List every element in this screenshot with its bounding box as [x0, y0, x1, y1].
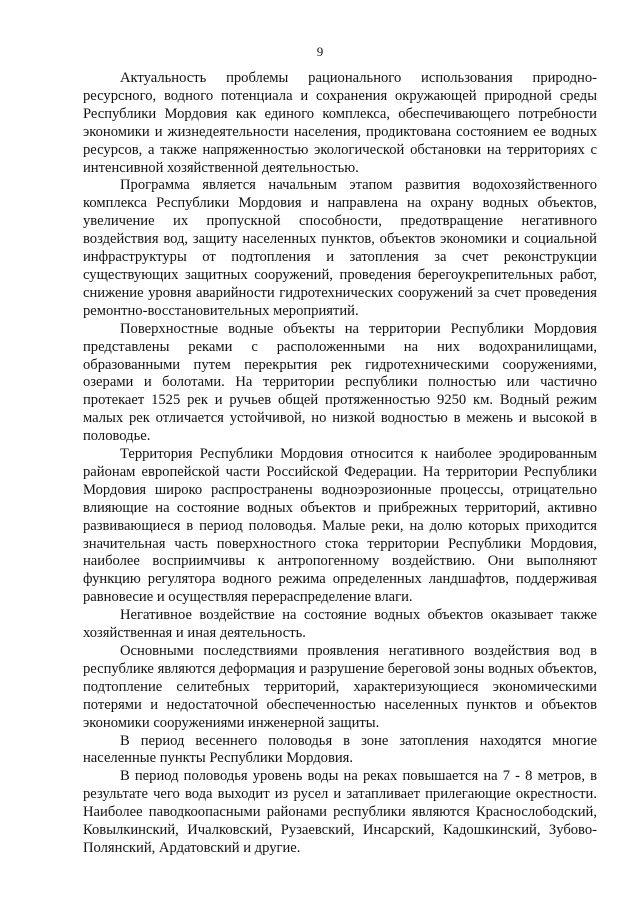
page-number: 9 — [316, 44, 324, 59]
paragraph-consequences: Основными последствиями проявления негативного воздействия вод в республике являются деформация и разрушение береговой зоны водных объектов, подтопление селитебных территорий, характеризующиеся экономическими потерями и недостаточной обеспеченностью населенных пунктов и объектов экономики сооружениями инженерной защиты. — [83, 643, 597, 731]
paragraph-surface-waters: Поверхностные водные объекты на территории Республики Мордовия представлены реками с расположенными на них водохранилищами, образованными путем перекрытия рек гидротехническими сооружениями, озерами и болотами. На территории республики полностью или частично протекает 1525 рек и ручьев общей протяженностью 9250 км. Водный режим малых рек отличается устойчивой, но низкой водностью в межень и высокой в половодье. — [83, 320, 597, 445]
body-text — [83, 70, 597, 858]
paragraph-erosion: Территория Республики Мордовия относится к наиболее эродированным районам европейской части Российской Федерации. На территории Республики Мордовия широко распространены водноэрозионные процессы, отрицательно влияющие на состояние водных объектов и прибрежных территорий, активно развивающиеся в период половодья. Малые реки, на долю которых приходится значительная часть поверхностного стока территории Республики Мордовия, наиболее восприимчивы к антропогенному воздействию. Они выполняют функцию регулятора водного режима определенных ландшафтов, поддерживая равновесие и осуществляя перераспределение влаги. — [83, 446, 597, 606]
paragraph-flood-districts: В период половодья уровень воды на реках повышается на 7 - 8 метров, в результате чего вода выходит из русел и затапливает прилегающие окрестности. Наиболее паводкоопасными районами республики являются Краснослободский, Ковылкинский, Ичалковский, Рузаевский, Инсарский, Кадошкинский, Зубово-Полянский, Ардатовский и другие. — [83, 768, 597, 856]
paragraph-spring-flood: В период весеннего половодья в зоне затопления находятся многие населенные пункты Республики Мордовия. — [83, 732, 597, 767]
paragraph-economic-impact: Негативное воздействие на состояние водных объектов оказывает также хозяйственная и иная деятельность. — [83, 607, 597, 642]
paragraph-relevance: Актуальность проблемы рационального использования природно-ресурсного, водного потенциала и сохранения окружающей природной среды Республики Мордовия как единого комплекса, обеспечивающего потребности экономики и жизнедеятельности населения, продиктована состоянием ее водных ресурсов, а также напряженностью экологической обстановки на территориях с интенсивной хозяйственной деятельностью. — [83, 70, 597, 176]
paragraph-program: Программа является начальным этапом развития водохозяйственного комплекса Республики Мордовия и направлена на охрану водных объектов, увеличение их пропускной способности, предотвращение негативного воздействия вод, защиту населенных пунктов, объектов экономики и социальной инфраструктуры от подтопления и затопления за счет реконструкции существующих защитных сооружений, проведения берегоукрепительных работ, снижение уровня аварийности гидротехнических сооружений за счет проведения ремонтно-восстановительных мероприятий. — [83, 177, 597, 319]
